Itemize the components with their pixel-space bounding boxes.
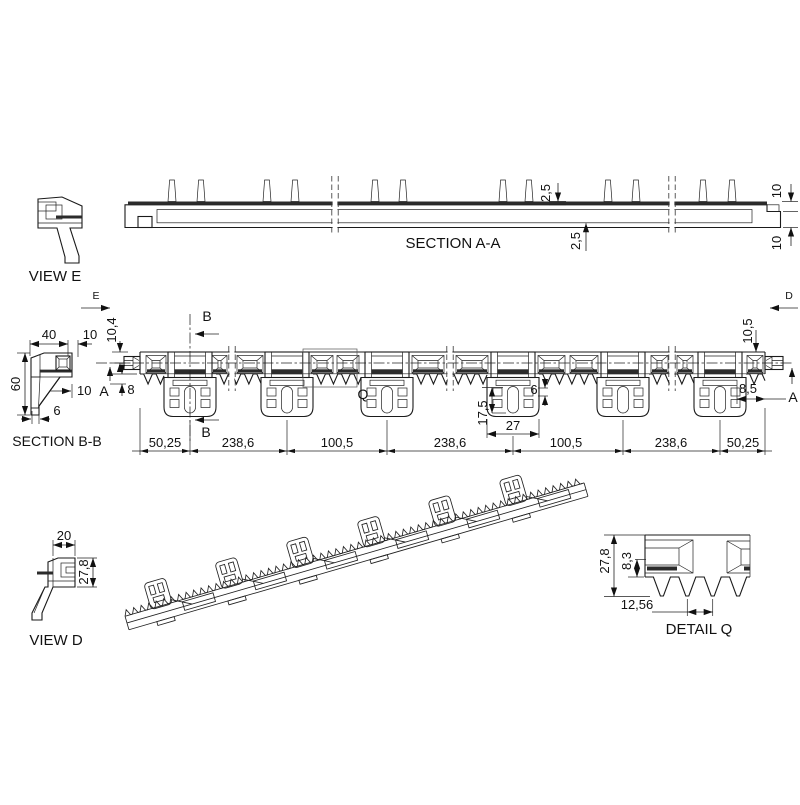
dim-label: 238,6 (221, 435, 255, 450)
detail-q-view (597, 535, 750, 638)
marker-q: Q (357, 386, 369, 402)
dim-q-tooth: 8,3 (619, 551, 634, 571)
section-aa-fins (168, 180, 736, 202)
dim-bb-offset-top: 10 (82, 327, 98, 342)
dim-bb-width: 40 (41, 327, 57, 342)
marker-e: E (92, 290, 100, 302)
dim-label: 50,25 (726, 435, 760, 450)
dim-bb-height: 60 (8, 376, 23, 392)
dim-bb-foot: 6 (53, 403, 61, 418)
dim-left-height: 10,4 (104, 317, 119, 343)
dim-right-offset: 8,5 (738, 381, 758, 396)
dim-label: 50,25 (148, 435, 182, 450)
dim-hole: 6 (530, 382, 538, 397)
section-aa-view (125, 176, 798, 252)
view-e (29, 197, 82, 285)
main-view (81, 290, 798, 455)
marker-b-top: B (202, 308, 212, 324)
dim-d-height: 27,8 (76, 559, 91, 585)
section-bb-view (8, 327, 102, 449)
view-d (29, 528, 97, 649)
dim-end-top: 10 (769, 183, 784, 199)
main-breaks (229, 346, 675, 391)
view-d-label: VIEW D (29, 632, 83, 649)
dim-q-pitch: 12,56 (620, 597, 654, 612)
section-aa-label: SECTION A-A (405, 235, 501, 252)
marker-a-left: A (99, 383, 109, 399)
detail-q-label: DETAIL Q (665, 621, 733, 638)
marker-d: D (785, 290, 793, 302)
dim-label: 238,6 (654, 435, 688, 450)
rail-clips (164, 352, 746, 417)
view-e-label: VIEW E (28, 268, 82, 285)
dim-clip-width: 27 (505, 418, 521, 433)
marker-b-bottom: B (201, 424, 211, 440)
dim-q-height: 27,8 (597, 548, 612, 574)
marker-a-right: A (788, 389, 798, 405)
dim-wall-top: 2,5 (538, 183, 553, 203)
dim-wall-core: 2,5 (568, 231, 583, 251)
dimension-chain-labels (149, 435, 760, 450)
dim-end-bottom: 10 (769, 235, 784, 251)
dim-label: 100,5 (320, 435, 354, 450)
section-bb-label: SECTION B-B (12, 433, 102, 449)
isometric-view (118, 458, 589, 634)
dim-slot-height: 17,5 (475, 400, 490, 426)
dim-d-width: 20 (56, 528, 72, 543)
dim-teeth-height: 8 (127, 382, 135, 397)
dim-right-height: 10,5 (740, 318, 755, 344)
dim-bb-step: 10 (77, 383, 92, 398)
dim-label: 238,6 (433, 435, 467, 450)
dim-label: 100,5 (549, 435, 583, 450)
